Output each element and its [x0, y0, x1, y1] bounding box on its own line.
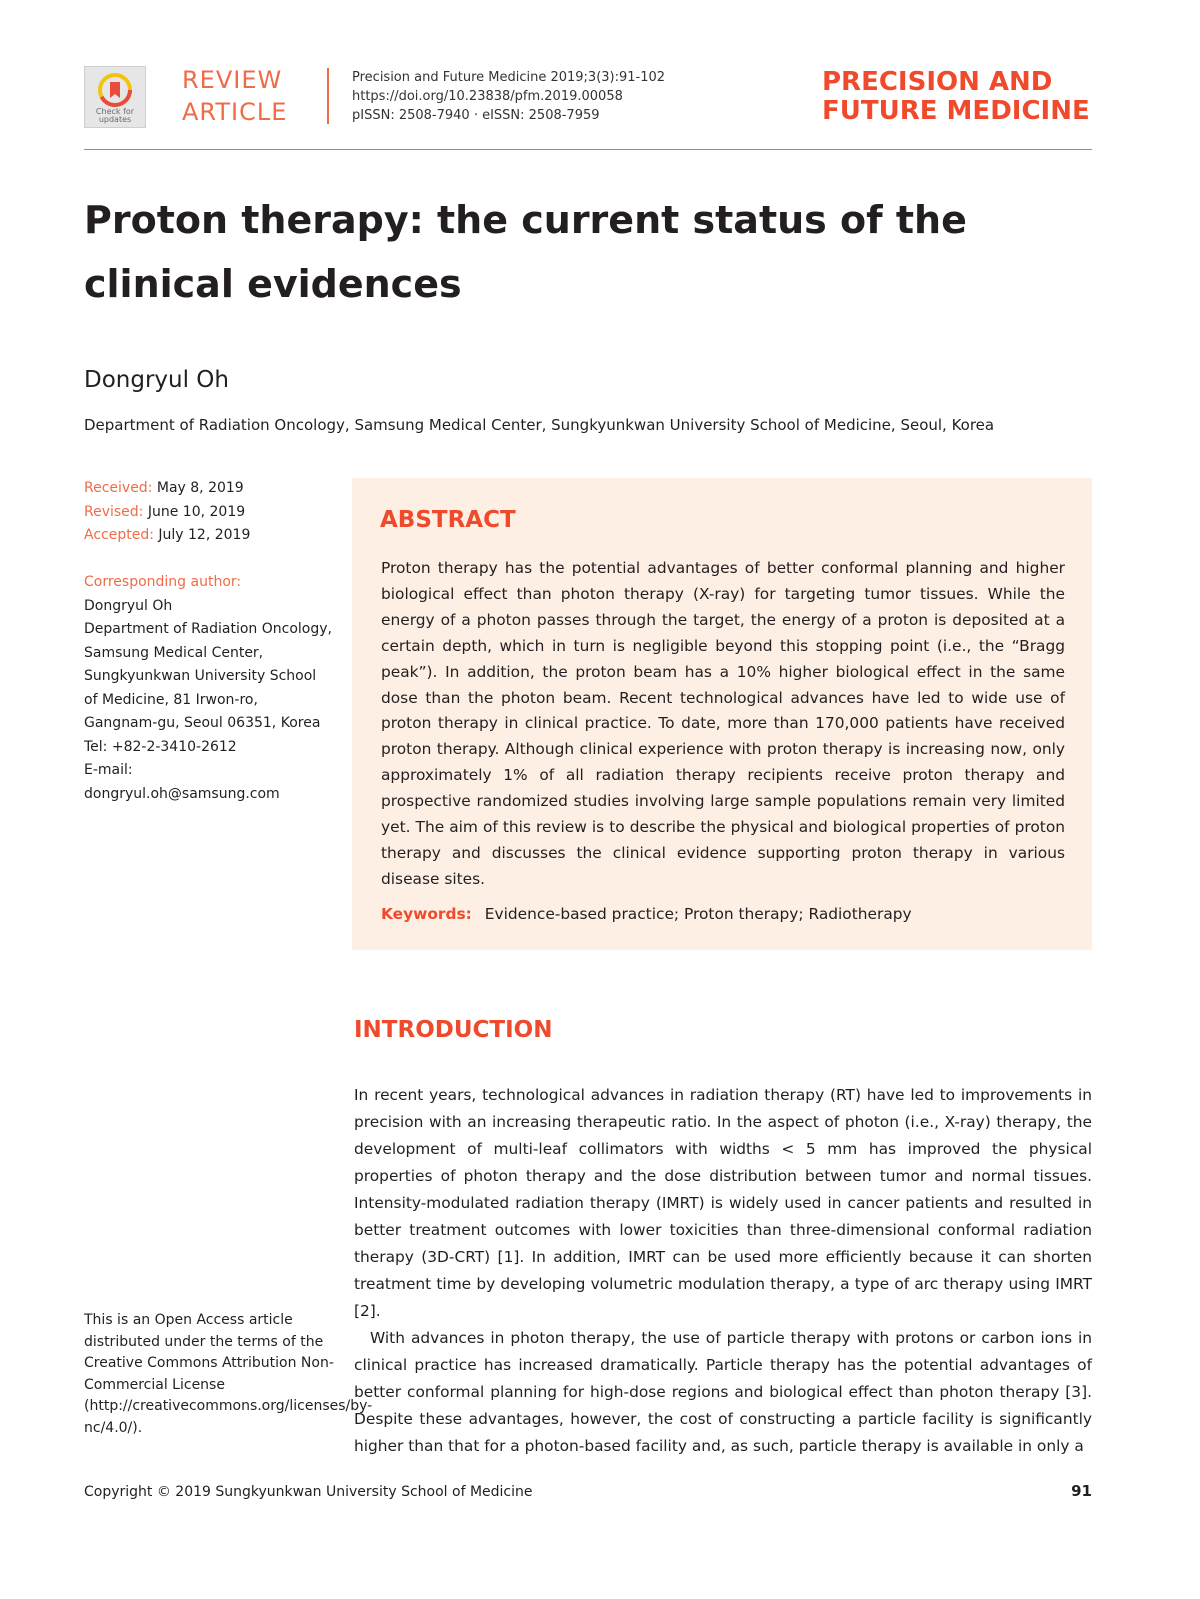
keywords-list: Evidence-based practice; Proton therapy; Radiotherapy	[484, 905, 912, 923]
revised-label: Revised:	[84, 503, 144, 520]
corresponding-address: Department of Radiation Oncology, Samsung Medical Center, Sungkyunkwan University School of Medicine, 81 Irwon-ro, Gangnam-gu, Seoul 06351, Korea	[84, 621, 332, 731]
introduction-paragraph: In recent years, technological advances in radiation therapy (RT) have led to improvements in precision with an increasing therapeutic ratio. In the aspect of photon (i.e., X-ray) therapy, the development of multi-leaf collimators with widths < 5 mm has improved the physical properties of photon therapy and the dose distribution between tumor and normal tissues. Intensity-modulated radiation therapy (IMRT) is widely used in cancer patients and resulted in better treatment outcomes with lower toxicities than three-dimensional conformal radiation therapy (3D-CRT) [1]. In addition, IMRT can be used more efficiently because it can shorten treatment time by developing volumetric modulation therapy, a type of arc therapy using IMRT [2].	[354, 1086, 1092, 1320]
doi-link[interactable]: https://doi.org/10.23838/pfm.2019.00058	[352, 89, 623, 104]
copyright: Copyright © 2019 Sungkyunkwan University School of Medicine	[84, 1484, 533, 1500]
check-for-updates-badge[interactable]	[84, 66, 146, 128]
article-dates	[84, 477, 250, 548]
license-note: This is an Open Access article distributed under the terms of the Creative Commons Attribution Non-Commercial License (http://creativecommons.org/licenses/by-nc/4.0/).	[84, 1312, 373, 1436]
corresponding-label: Corresponding author:	[84, 574, 242, 590]
received-date-row	[84, 477, 250, 501]
header-divider	[327, 68, 329, 124]
revised-date: June 10, 2019	[147, 503, 246, 520]
email-link[interactable]: dongryul.oh@samsung.com	[84, 785, 280, 802]
email-label: E-mail:	[84, 762, 133, 778]
article-type	[182, 64, 287, 128]
journal-logo-line-1: PRECISION AND	[822, 67, 1053, 97]
introduction-heading: INTRODUCTION	[354, 1017, 553, 1043]
revised-date-row	[84, 501, 250, 525]
corresponding-author	[84, 571, 334, 806]
author-affiliation: Department of Radiation Oncology, Samsung Medical Center, Sungkyunkwan University School of Medicine, Seoul, Korea	[84, 416, 995, 434]
page-number: 91	[1071, 1482, 1092, 1500]
article-type-line-2: ARTICLE	[182, 98, 288, 126]
accepted-date: July 12, 2019	[158, 527, 251, 543]
author-name: Dongryul Oh	[84, 367, 229, 393]
badge-label: Check for updates	[95, 107, 135, 124]
keywords-label: Keywords:	[381, 905, 472, 923]
accepted-date-row	[84, 524, 250, 548]
article-title: Proton therapy: the current status of the clinical evidences	[84, 198, 967, 306]
header-rule	[84, 149, 1092, 150]
corresponding-name: Dongryul Oh	[84, 597, 173, 614]
received-label: Received:	[84, 480, 153, 496]
introduction-paragraph: With advances in photon therapy, the use of particle therapy with protons or carbon ions in clinical practice has increased dramatically. Particle therapy has the potential advantages of better conformal planning for high-dose regions and biological effect than photon therapy [3]. Despite these advantages, however, the cost of constructing a particle facility is significantly higher than that for a photon-based facility and, as such, particle therapy is available in only a	[354, 1329, 1092, 1455]
keywords	[381, 901, 1065, 927]
journal-logo	[822, 68, 1090, 126]
bookmark-icon	[98, 73, 132, 109]
received-date: May 8, 2019	[156, 480, 244, 496]
issn: pISSN: 2508-7940 · eISSN: 2508-7959	[352, 108, 600, 123]
abstract-text: Proton therapy has the potential advantages of better conformal planning and higher biological effect than photon therapy (X-ray) for targeting tumor tissues. While the energy of a photon passes through the target, the energy of a proton is deposited at a certain depth, which in turn is negligible beyond this stopping point (i.e., the “Bragg peak”). In addition, the proton beam has a 10% higher biological effect in the same dose than the photon beam. Recent technological advances have led to wide use of proton therapy in clinical practice. To date, more than 170,000 patients have received proton therapy. Although clinical experience with proton therapy is increasing now, only approximately 1% of all radiation therapy recipients receive proton therapy and prospective randomized studies involving large sample populations remain very limited yet. The aim of this review is to describe the physical and biological properties of proton therapy and discusses the clinical evidence supporting proton therapy in various disease sites.	[381, 559, 1065, 888]
accepted-label: Accepted:	[84, 527, 154, 543]
citation: Precision and Future Medicine 2019;3(3):91-102	[352, 70, 666, 85]
article-type-line-1: REVIEW	[182, 66, 283, 94]
journal-logo-line-2: FUTURE MEDICINE	[822, 96, 1090, 126]
corresponding-tel: Tel: +82-2-3410-2612	[84, 738, 237, 755]
abstract-heading: ABSTRACT	[380, 507, 516, 533]
introduction-body	[354, 1082, 1092, 1460]
citation-block	[352, 68, 665, 125]
